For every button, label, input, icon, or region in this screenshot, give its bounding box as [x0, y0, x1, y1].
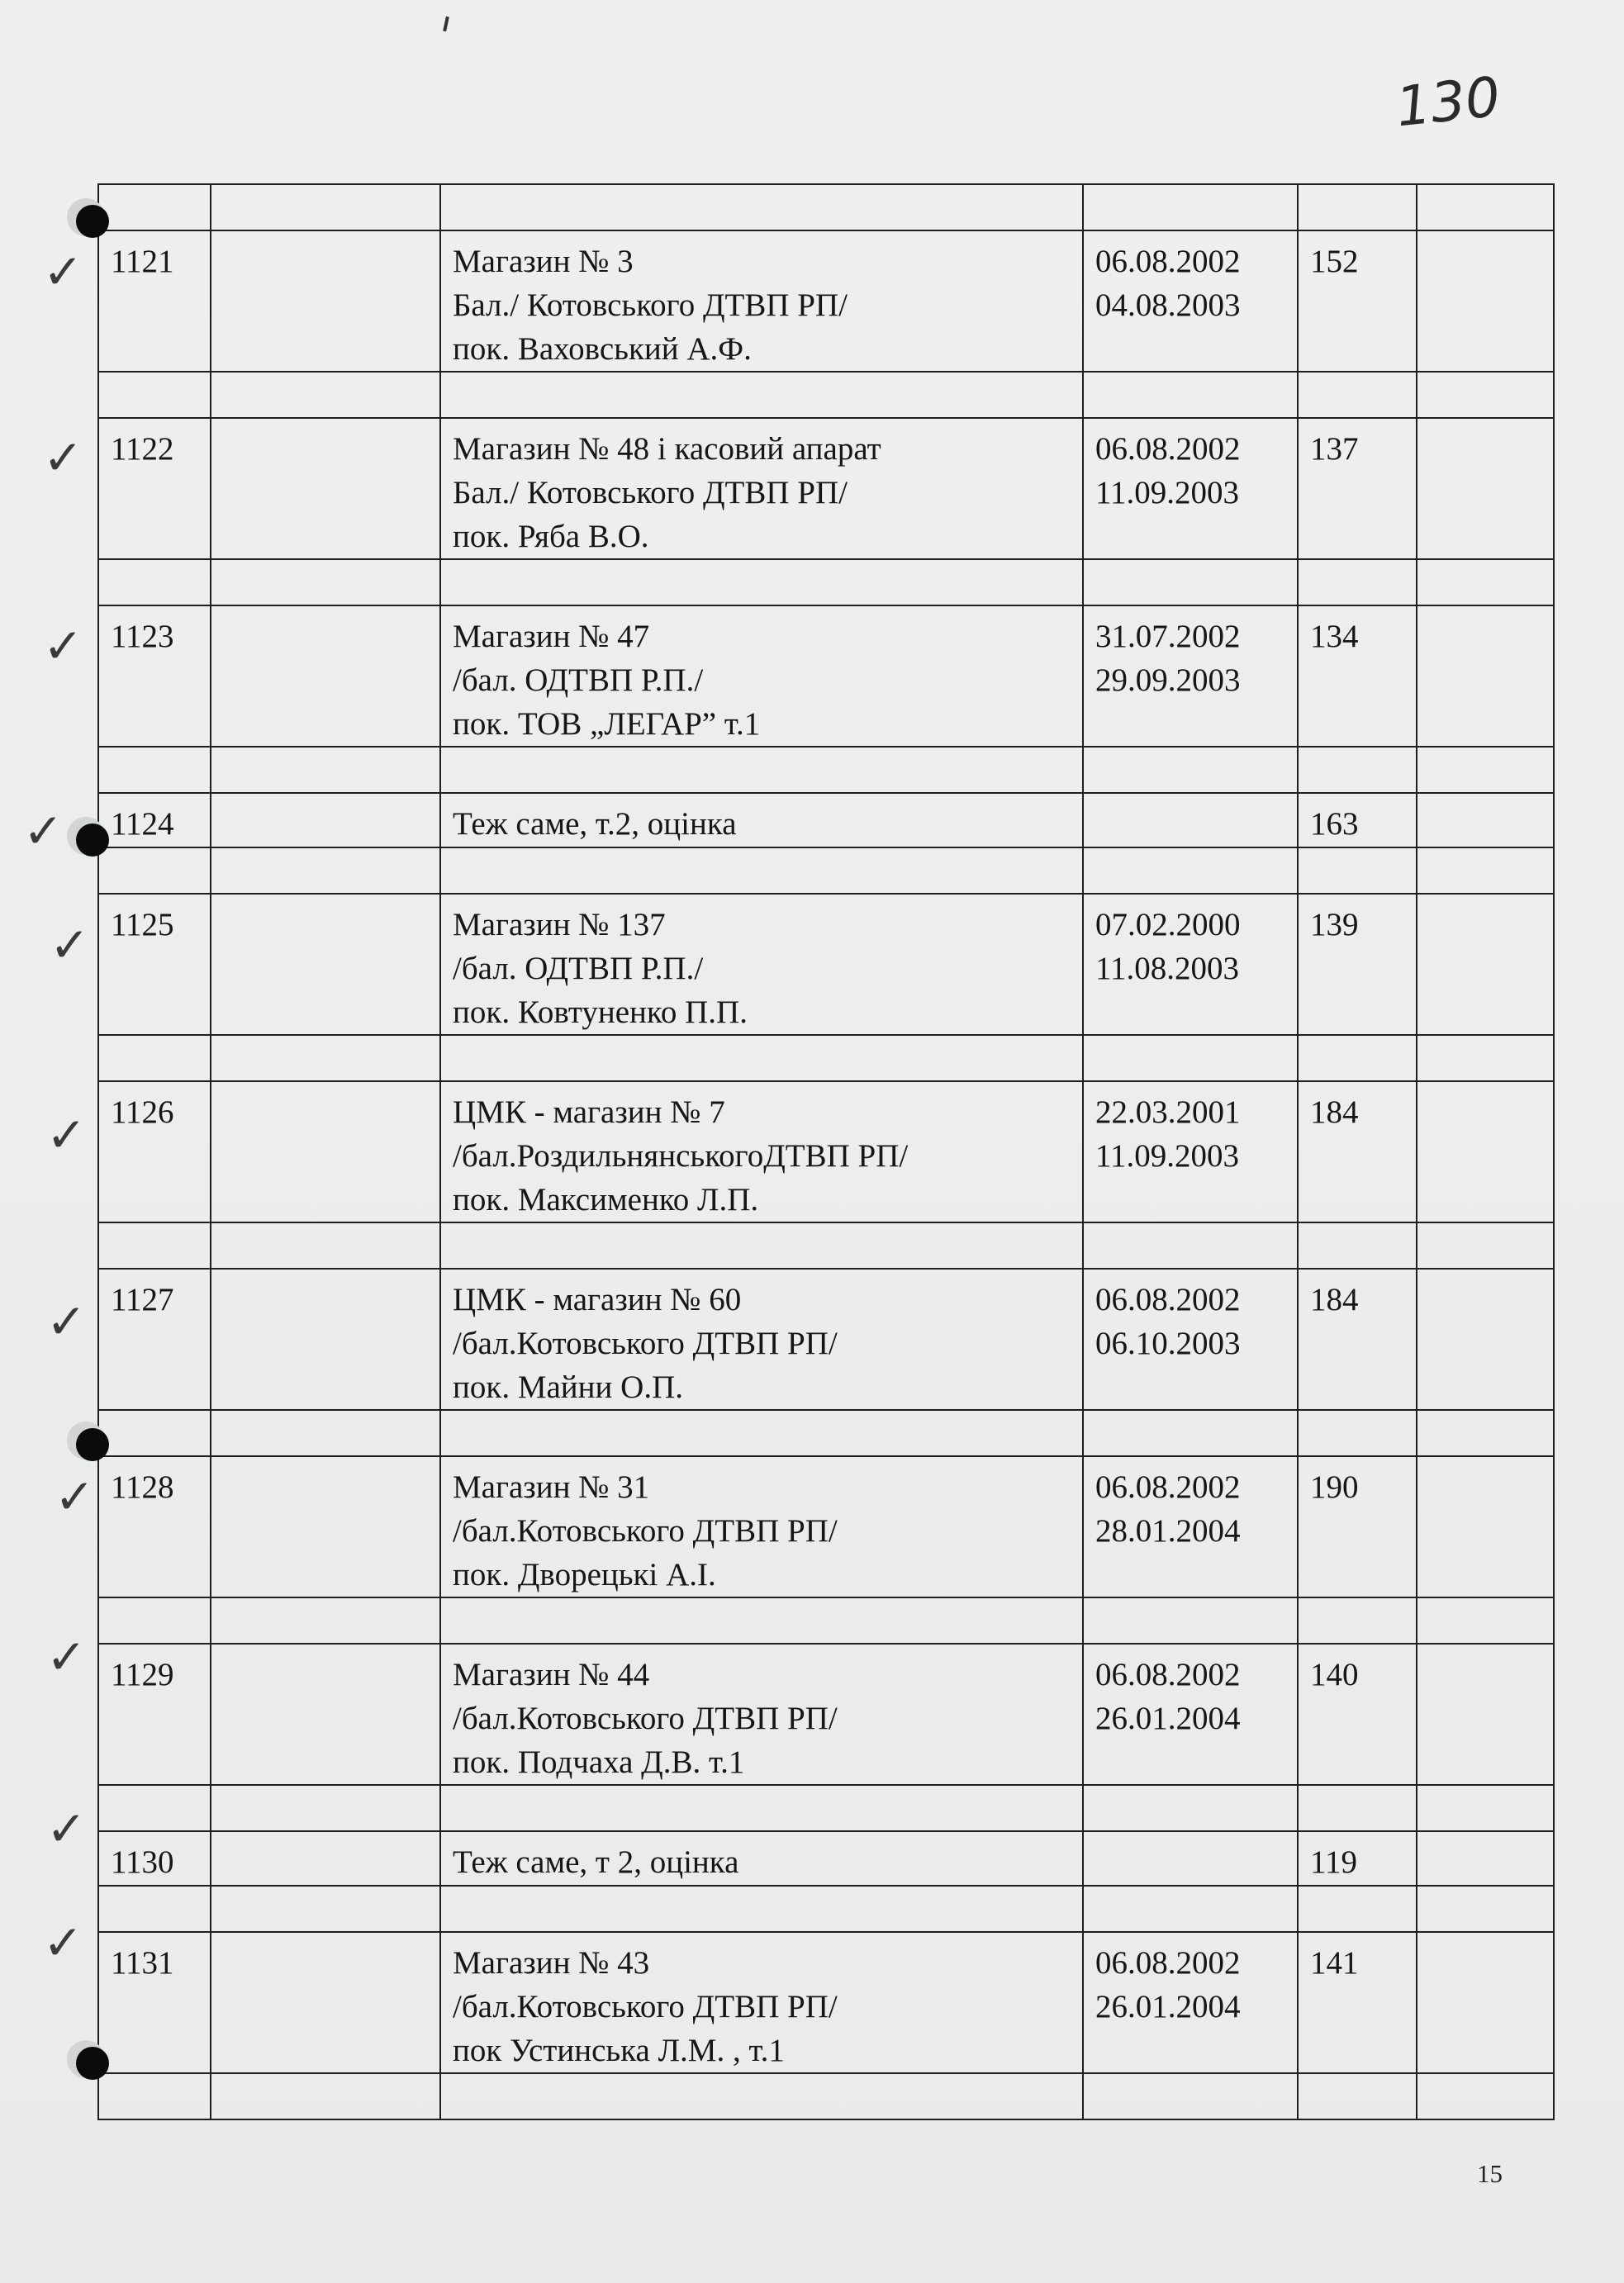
cell-empty [211, 1222, 440, 1269]
cell-dates [1083, 418, 1298, 559]
cell-empty [1417, 559, 1554, 605]
cell-empty [1083, 1597, 1298, 1644]
cell-empty [211, 847, 440, 894]
page-number: 15 [1477, 2159, 1503, 2188]
description-line: Магазин № 137 [453, 907, 666, 942]
cell-empty [1083, 184, 1298, 230]
register-body [98, 184, 1554, 2119]
cell-empty [211, 230, 440, 372]
date-line: 11.08.2003 [1095, 951, 1240, 986]
table-row [98, 1269, 1554, 1410]
description-line: Теж саме, т.2, оцінка [453, 806, 737, 842]
margin-checkmarks [0, 0, 116, 2283]
cell-empty [440, 847, 1083, 894]
cell-empty [1417, 1410, 1554, 1456]
date-line: 06.08.2002 [1095, 1657, 1241, 1692]
description-line: Магазин № 44 [453, 1657, 650, 1692]
cell-empty [211, 894, 440, 1035]
date-line: 11.09.2003 [1095, 475, 1240, 510]
date-line: 06.08.2002 [1095, 244, 1241, 279]
cell-number: 1128 [98, 1456, 211, 1597]
cell-empty [1417, 747, 1554, 793]
cell-empty [1083, 1035, 1298, 1081]
cell-number: 1130 [98, 1831, 211, 1886]
date-line: 06.08.2002 [1095, 1282, 1241, 1317]
date-line: 26.01.2004 [1095, 1989, 1241, 2024]
date-line: 28.01.2004 [1095, 1513, 1241, 1549]
cell-number: 1127 [98, 1269, 211, 1410]
cell-empty [1417, 1932, 1554, 2073]
cell-empty [211, 1597, 440, 1644]
table-row-spacer [98, 2073, 1554, 2119]
date-line: 22.03.2001 [1095, 1094, 1241, 1130]
checkmark-icon: ✓ [46, 1107, 87, 1163]
cell-empty [1298, 1410, 1417, 1456]
cell-dates [1083, 1831, 1298, 1886]
cell-empty [211, 559, 440, 605]
cell-empty [440, 1886, 1083, 1932]
description-line: пок. Ряба В.О. [453, 519, 649, 554]
register-table [97, 183, 1555, 2120]
cell-empty [211, 1081, 440, 1222]
checkmark-icon: ✓ [46, 1801, 87, 1857]
cell-empty [1417, 1597, 1554, 1644]
description-line: /бал.Котовського ДТВП РП/ [453, 1989, 838, 2024]
cell-pages: 190 [1298, 1456, 1417, 1597]
description-line: /бал.Котовського ДТВП РП/ [453, 1513, 838, 1549]
cell-empty [440, 1222, 1083, 1269]
cell-description [440, 1269, 1083, 1410]
cell-description [440, 1831, 1083, 1886]
cell-empty [1298, 2073, 1417, 2119]
description-line: пок. Ковтуненко П.П. [453, 994, 748, 1030]
cell-empty [1417, 372, 1554, 418]
cell-empty [1298, 1035, 1417, 1081]
cell-pages: 134 [1298, 605, 1417, 747]
cell-empty [440, 372, 1083, 418]
cell-description [440, 894, 1083, 1035]
description-line: пок. Подчаха Д.В. т.1 [453, 1744, 745, 1780]
cell-empty [1298, 747, 1417, 793]
cell-number: 1126 [98, 1081, 211, 1222]
cell-empty [1298, 847, 1417, 894]
cell-empty [1083, 1222, 1298, 1269]
cell-number: 1123 [98, 605, 211, 747]
cell-empty [1298, 1886, 1417, 1932]
description-line: Бал./ Котовського ДТВП РП/ [453, 475, 848, 510]
table-row [98, 1081, 1554, 1222]
cell-empty [211, 1785, 440, 1831]
cell-description [440, 230, 1083, 372]
checkmark-icon: ✓ [43, 1915, 83, 1971]
date-line: 06.08.2002 [1095, 431, 1241, 467]
cell-description [440, 605, 1083, 747]
cell-empty [211, 372, 440, 418]
description-line: пок. Майни О.П. [453, 1369, 683, 1405]
cell-empty [211, 1456, 440, 1597]
table-row-spacer [98, 1597, 1554, 1644]
cell-empty [1298, 559, 1417, 605]
table-row [98, 1932, 1554, 2073]
cell-description [440, 1644, 1083, 1785]
cell-empty [211, 1932, 440, 2073]
cell-empty [1417, 605, 1554, 747]
table-row [98, 605, 1554, 747]
punch-hole-icon [76, 1428, 109, 1461]
cell-empty [1417, 1222, 1554, 1269]
date-line: 11.09.2003 [1095, 1138, 1240, 1174]
cell-pages: 139 [1298, 894, 1417, 1035]
table-row-spacer [98, 1886, 1554, 1932]
cell-pages: 184 [1298, 1081, 1417, 1222]
cell-description [440, 418, 1083, 559]
cell-empty [440, 1035, 1083, 1081]
table-row-spacer [98, 1035, 1554, 1081]
date-line: 07.02.2000 [1095, 907, 1241, 942]
cell-empty [1417, 1269, 1554, 1410]
description-line: /бал.Котовського ДТВП РП/ [453, 1326, 838, 1361]
cell-empty [211, 1644, 440, 1785]
cell-empty [440, 2073, 1083, 2119]
cell-dates [1083, 894, 1298, 1035]
date-line: 06.08.2002 [1095, 1469, 1241, 1505]
cell-empty [1417, 1785, 1554, 1831]
cell-pages: 152 [1298, 230, 1417, 372]
cell-empty [211, 1886, 440, 1932]
cell-dates [1083, 1456, 1298, 1597]
cell-empty [211, 418, 440, 559]
description-line: /бал.Котовського ДТВП РП/ [453, 1701, 838, 1736]
description-line: /бал. ОДТВП Р.П./ [453, 951, 704, 986]
cell-number: 1125 [98, 894, 211, 1035]
table-row-spacer [98, 1410, 1554, 1456]
date-line: 06.08.2002 [1095, 1945, 1241, 1981]
cell-empty [1083, 559, 1298, 605]
cell-number: 1129 [98, 1644, 211, 1785]
cell-dates [1083, 1932, 1298, 2073]
description-line: пок Устинська Л.М. , т.1 [453, 2033, 785, 2068]
description-line: Магазин № 47 [453, 619, 650, 654]
cell-empty [1298, 1597, 1417, 1644]
cell-empty [440, 184, 1083, 230]
cell-empty [1417, 1831, 1554, 1886]
date-line: 26.01.2004 [1095, 1701, 1241, 1736]
cell-empty [1083, 1410, 1298, 1456]
description-line: пок. Ваховський А.Ф. [453, 331, 752, 367]
description-line: Магазин № 43 [453, 1945, 650, 1981]
cell-empty [1083, 847, 1298, 894]
cell-pages: 140 [1298, 1644, 1417, 1785]
description-line: Магазин № 31 [453, 1469, 650, 1505]
cell-empty [211, 184, 440, 230]
cell-empty [1417, 230, 1554, 372]
table-row-spacer [98, 372, 1554, 418]
cell-dates [1083, 793, 1298, 847]
cell-empty [440, 1785, 1083, 1831]
cell-description [440, 793, 1083, 847]
cell-empty [1417, 1886, 1554, 1932]
cell-number: 1131 [98, 1932, 211, 2073]
cell-empty [211, 1410, 440, 1456]
cell-empty [1298, 372, 1417, 418]
cell-empty [1083, 1886, 1298, 1932]
cell-empty [1417, 1081, 1554, 1222]
checkmark-icon: ✓ [43, 430, 83, 486]
table-row [98, 1831, 1554, 1886]
cell-empty [211, 1269, 440, 1410]
cell-number: 1124 [98, 793, 211, 847]
cell-empty [211, 1035, 440, 1081]
cell-empty [1298, 184, 1417, 230]
table-row-spacer [98, 1222, 1554, 1269]
description-line: Магазин № 48 і касовий апарат [453, 431, 881, 467]
description-line: пок. Максименко Л.П. [453, 1182, 759, 1217]
cell-empty [1083, 372, 1298, 418]
cell-dates [1083, 605, 1298, 747]
cell-empty [1417, 847, 1554, 894]
cell-empty [211, 605, 440, 747]
table-row [98, 1456, 1554, 1597]
cell-dates [1083, 1081, 1298, 1222]
punch-hole-icon [76, 2047, 109, 2080]
cell-pages: 163 [1298, 793, 1417, 847]
table-row [98, 230, 1554, 372]
cell-empty [1417, 793, 1554, 847]
table-row-spacer [98, 747, 1554, 793]
cell-empty [1417, 184, 1554, 230]
cell-empty [1417, 1035, 1554, 1081]
cell-pages: 137 [1298, 418, 1417, 559]
description-line: ЦМК - магазин № 60 [453, 1282, 742, 1317]
description-line: /бал. ОДТВП Р.П./ [453, 662, 704, 698]
cell-empty [211, 1831, 440, 1886]
cell-empty [1417, 1644, 1554, 1785]
handwritten-folio-number: 130 [1393, 64, 1503, 140]
cell-description [440, 1456, 1083, 1597]
table-row-spacer [98, 1785, 1554, 1831]
cell-dates [1083, 1269, 1298, 1410]
date-line: 04.08.2003 [1095, 287, 1241, 323]
cell-pages: 141 [1298, 1932, 1417, 2073]
cell-empty [1083, 2073, 1298, 2119]
cell-empty [1417, 2073, 1554, 2119]
cell-empty [1298, 1222, 1417, 1269]
punch-hole-icon [76, 823, 109, 857]
description-line: Магазин № 3 [453, 244, 634, 279]
cell-empty [211, 2073, 440, 2119]
table-row-spacer [98, 184, 1554, 230]
punch-hole-icon [76, 205, 109, 238]
checkmark-icon: ✓ [50, 917, 90, 973]
table-row [98, 793, 1554, 847]
checkmark-icon: ✓ [55, 1469, 95, 1525]
cell-pages: 184 [1298, 1269, 1417, 1410]
cell-empty [211, 793, 440, 847]
checkmark-icon: ✓ [46, 1293, 87, 1350]
cell-empty [1083, 1785, 1298, 1831]
checkmark-icon: ✓ [23, 803, 64, 859]
cell-empty [1417, 418, 1554, 559]
description-line: пок. Дворецькі А.І. [453, 1557, 716, 1592]
cell-empty [1417, 894, 1554, 1035]
cell-empty [1083, 747, 1298, 793]
cell-empty [440, 559, 1083, 605]
cell-description [440, 1081, 1083, 1222]
cell-description [440, 1932, 1083, 2073]
date-line: 29.09.2003 [1095, 662, 1241, 698]
table-row [98, 894, 1554, 1035]
description-line: Теж саме, т 2, оцінка [453, 1844, 739, 1880]
date-line: 06.10.2003 [1095, 1326, 1241, 1361]
cell-empty [440, 1410, 1083, 1456]
cell-empty [440, 1597, 1083, 1644]
cell-number: 1122 [98, 418, 211, 559]
date-line: 31.07.2002 [1095, 619, 1241, 654]
checkmark-icon: ✓ [46, 1629, 87, 1685]
description-line: ЦМК - магазин № 7 [453, 1094, 725, 1130]
description-line: пок. ТОВ „ЛЕГАР” т.1 [453, 706, 761, 742]
pen-mark [443, 17, 449, 31]
table-row [98, 1644, 1554, 1785]
checkmark-icon: ✓ [43, 618, 83, 674]
table-row-spacer [98, 847, 1554, 894]
cell-dates [1083, 1644, 1298, 1785]
cell-number: 1121 [98, 230, 211, 372]
cell-pages: 119 [1298, 1831, 1417, 1886]
cell-dates [1083, 230, 1298, 372]
checkmark-icon: ✓ [43, 244, 83, 300]
cell-empty [211, 747, 440, 793]
cell-empty [440, 747, 1083, 793]
description-line: Бал./ Котовського ДТВП РП/ [453, 287, 848, 323]
table-row-spacer [98, 559, 1554, 605]
table-row [98, 418, 1554, 559]
description-line: /бал.РоздильнянськогоДТВП РП/ [453, 1138, 909, 1174]
cell-empty [1298, 1785, 1417, 1831]
cell-empty [1417, 1456, 1554, 1597]
